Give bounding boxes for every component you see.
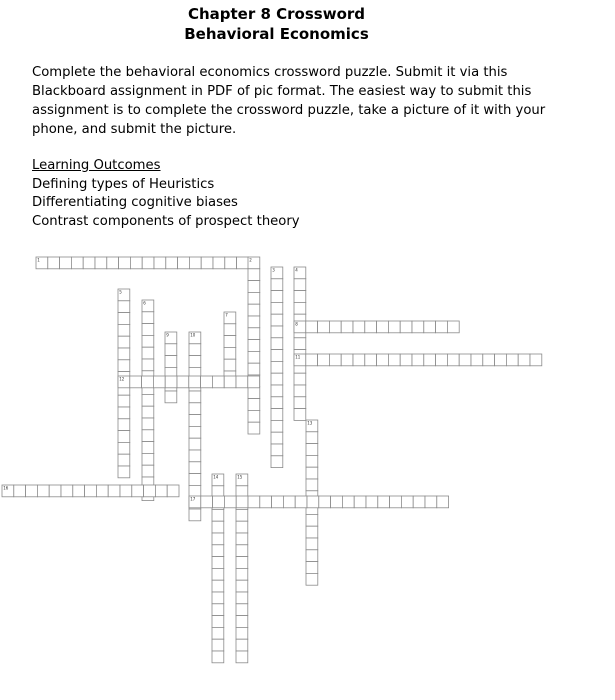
- clue-number: 4: [295, 267, 298, 273]
- crossword-cell[interactable]: [506, 354, 518, 366]
- clue-number: 9: [166, 332, 169, 338]
- crossword-cell[interactable]: [436, 354, 448, 366]
- crossword-cell[interactable]: [354, 496, 366, 508]
- crossword-cell[interactable]: [248, 269, 260, 281]
- crossword-cell[interactable]: [236, 604, 248, 616]
- crossword-cell[interactable]: [224, 336, 236, 348]
- crossword-cell[interactable]: [212, 568, 224, 580]
- crossword-cell[interactable]: [189, 257, 201, 269]
- crossword-cell[interactable]: [130, 376, 142, 388]
- crossword-cell[interactable]: [189, 344, 201, 356]
- crossword-cell[interactable]: [212, 616, 224, 628]
- crossword-cell[interactable]: [471, 354, 483, 366]
- crossword-cell[interactable]: [154, 257, 166, 269]
- crossword-cell[interactable]: [236, 639, 248, 651]
- crossword-cell[interactable]: [189, 391, 201, 403]
- crossword-cell[interactable]: [189, 462, 201, 474]
- crossword-cell[interactable]: [271, 444, 283, 456]
- crossword-cell[interactable]: [142, 406, 154, 418]
- crossword-cell[interactable]: [271, 420, 283, 432]
- crossword-cell[interactable]: [73, 485, 85, 497]
- crossword-cell[interactable]: [49, 485, 61, 497]
- crossword-cell[interactable]: [306, 550, 318, 562]
- crossword-cell[interactable]: [248, 304, 260, 316]
- crossword-cell[interactable]: [318, 321, 330, 333]
- clue-number: 2: [249, 257, 252, 263]
- crossword-cell[interactable]: [130, 257, 142, 269]
- crossword-cell[interactable]: [236, 376, 248, 388]
- crossword-cell[interactable]: [212, 521, 224, 533]
- crossword-cell[interactable]: [14, 485, 26, 497]
- clue-number: 3: [272, 267, 275, 273]
- crossword-cell[interactable]: [236, 557, 248, 569]
- crossword-cell[interactable]: [85, 485, 97, 497]
- crossword-cell[interactable]: [224, 376, 236, 388]
- crossword-cell[interactable]: [189, 403, 201, 415]
- crossword-cell[interactable]: [341, 354, 353, 366]
- clue-number: 15: [237, 474, 243, 480]
- clue-number: 13: [307, 420, 313, 426]
- crossword-cell[interactable]: [155, 485, 167, 497]
- crossword-cell[interactable]: [142, 335, 154, 347]
- crossword-cell[interactable]: [271, 350, 283, 362]
- crossword-cell[interactable]: [224, 496, 236, 508]
- crossword-cell[interactable]: [306, 514, 318, 526]
- crossword-cell[interactable]: [365, 354, 377, 366]
- crossword-cell[interactable]: [248, 387, 260, 399]
- crossword-cell[interactable]: [248, 376, 260, 388]
- crossword-cell[interactable]: [353, 354, 365, 366]
- crossword-cell[interactable]: [271, 302, 283, 314]
- crossword-cell[interactable]: [142, 359, 154, 371]
- crossword-cell[interactable]: [142, 312, 154, 324]
- crossword-cell[interactable]: [212, 533, 224, 545]
- crossword-cell[interactable]: [142, 394, 154, 406]
- clue-number: 12: [119, 376, 125, 382]
- crossword-cell[interactable]: [248, 316, 260, 328]
- crossword-cell[interactable]: [390, 496, 402, 508]
- crossword-cell[interactable]: [518, 354, 530, 366]
- crossword-cell[interactable]: [107, 257, 119, 269]
- crossword-cell[interactable]: [118, 407, 130, 419]
- clue-number: 7: [225, 312, 228, 318]
- crossword-cell[interactable]: [530, 354, 542, 366]
- crossword-cell[interactable]: [224, 347, 236, 359]
- crossword-cell[interactable]: [142, 442, 154, 454]
- crossword-cell[interactable]: [366, 496, 378, 508]
- crossword-cell[interactable]: [236, 545, 248, 557]
- crossword-cell[interactable]: [118, 348, 130, 360]
- crossword-cell[interactable]: [212, 627, 224, 639]
- crossword-cell[interactable]: [306, 562, 318, 574]
- crossword-cell[interactable]: [165, 391, 177, 403]
- crossword-cell[interactable]: [120, 485, 132, 497]
- crossword-cell[interactable]: [189, 426, 201, 438]
- crossword-cell[interactable]: [331, 496, 343, 508]
- crossword-cell[interactable]: [118, 301, 130, 313]
- crossword-cell[interactable]: [306, 455, 318, 467]
- crossword-cell[interactable]: [260, 496, 272, 508]
- crossword-cell[interactable]: [119, 257, 131, 269]
- page-subtitle: Behavioral Economics: [184, 25, 369, 43]
- crossword-cell[interactable]: [108, 485, 120, 497]
- crossword-cell[interactable]: [83, 257, 95, 269]
- crossword-cell[interactable]: [236, 496, 248, 508]
- crossword-cell[interactable]: [236, 521, 248, 533]
- clue-number: 8: [295, 321, 298, 327]
- crossword-cell[interactable]: [212, 639, 224, 651]
- crossword-cell[interactable]: [377, 354, 389, 366]
- crossword-cell[interactable]: [177, 376, 189, 388]
- crossword-cell[interactable]: [329, 321, 341, 333]
- crossword-cell[interactable]: [166, 257, 178, 269]
- crossword-cell[interactable]: [271, 373, 283, 385]
- crossword-cell[interactable]: [60, 257, 72, 269]
- crossword-cell[interactable]: [306, 467, 318, 479]
- crossword-cell[interactable]: [142, 418, 154, 430]
- crossword-cell[interactable]: [201, 496, 213, 508]
- clue-number: 11: [295, 354, 301, 360]
- crossword-cell[interactable]: [272, 496, 284, 508]
- crossword-cell[interactable]: [212, 580, 224, 592]
- crossword-cell[interactable]: [212, 592, 224, 604]
- crossword-cell[interactable]: [189, 474, 201, 486]
- crossword-cell[interactable]: [212, 604, 224, 616]
- crossword-cell[interactable]: [483, 354, 495, 366]
- crossword-cell[interactable]: [413, 496, 425, 508]
- crossword-cell[interactable]: [248, 496, 260, 508]
- crossword-cell[interactable]: [447, 354, 459, 366]
- crossword-cell[interactable]: [201, 257, 213, 269]
- crossword-cell[interactable]: [236, 568, 248, 580]
- crossword-cell[interactable]: [342, 496, 354, 508]
- crossword-cell[interactable]: [365, 321, 377, 333]
- crossword-cell[interactable]: [167, 485, 179, 497]
- crossword-cell[interactable]: [459, 354, 471, 366]
- crossword-cell[interactable]: [201, 376, 213, 388]
- learning-outcomes-heading: Learning Outcomes: [32, 158, 161, 173]
- crossword-cell[interactable]: [142, 430, 154, 442]
- crossword-cell[interactable]: [318, 354, 330, 366]
- crossword-cell[interactable]: [412, 321, 424, 333]
- crossword-cell[interactable]: [248, 328, 260, 340]
- crossword-cell[interactable]: [388, 321, 400, 333]
- crossword-cell[interactable]: [306, 354, 318, 366]
- crossword-cell[interactable]: [165, 376, 177, 388]
- crossword-cell[interactable]: [294, 338, 306, 350]
- crossword-cell[interactable]: [225, 257, 237, 269]
- crossword-cell[interactable]: [144, 485, 156, 497]
- crossword-cell[interactable]: [495, 354, 507, 366]
- crossword-cell[interactable]: [212, 651, 224, 663]
- crossword-cell[interactable]: [437, 496, 449, 508]
- crossword-cell[interactable]: [295, 496, 307, 508]
- crossword-cell[interactable]: [248, 340, 260, 352]
- crossword-cell[interactable]: [353, 321, 365, 333]
- crossword-cell[interactable]: [142, 376, 154, 388]
- crossword-cell[interactable]: [294, 385, 306, 397]
- crossword-cell[interactable]: [400, 354, 412, 366]
- crossword-cell[interactable]: [294, 397, 306, 409]
- crossword-cell[interactable]: [26, 485, 38, 497]
- crossword-cell[interactable]: [236, 616, 248, 628]
- crossword-cell[interactable]: [189, 509, 201, 521]
- crossword-cell[interactable]: [329, 354, 341, 366]
- crossword-cell[interactable]: [189, 485, 201, 497]
- crossword-cell[interactable]: [294, 279, 306, 291]
- crossword-cell[interactable]: [401, 496, 413, 508]
- learning-outcome-item: Defining types of Heuristics: [32, 177, 215, 192]
- crossword-cell[interactable]: [306, 444, 318, 456]
- crossword-cell[interactable]: [271, 326, 283, 338]
- crossword-cell[interactable]: [118, 313, 130, 325]
- crossword-cell[interactable]: [189, 450, 201, 462]
- crossword-cell[interactable]: [118, 360, 130, 372]
- crossword-cell[interactable]: [224, 324, 236, 336]
- learning-outcome-item: Contrast components of prospect theory: [32, 214, 300, 229]
- crossword-cell[interactable]: [96, 485, 108, 497]
- crossword-cell[interactable]: [95, 257, 107, 269]
- crossword-cell[interactable]: [236, 509, 248, 521]
- crossword-cell[interactable]: [248, 422, 260, 434]
- crossword-cell[interactable]: [307, 496, 319, 508]
- crossword-cell[interactable]: [306, 321, 318, 333]
- crossword-cell[interactable]: [37, 485, 49, 497]
- crossword-cell[interactable]: [294, 291, 306, 303]
- crossword-cell[interactable]: [165, 356, 177, 368]
- clue-number: 6: [143, 300, 146, 306]
- crossword-cell[interactable]: [132, 485, 144, 497]
- crossword-cell[interactable]: [212, 376, 224, 388]
- crossword-cell[interactable]: [213, 496, 225, 508]
- crossword-cell[interactable]: [212, 545, 224, 557]
- crossword-cell[interactable]: [213, 257, 225, 269]
- crossword-cell[interactable]: [424, 354, 436, 366]
- crossword-cell[interactable]: [224, 359, 236, 371]
- crossword-cell[interactable]: [236, 651, 248, 663]
- crossword-cell[interactable]: [153, 376, 165, 388]
- crossword-cell[interactable]: [236, 592, 248, 604]
- crossword-cell[interactable]: [436, 321, 448, 333]
- crossword-cell[interactable]: [118, 431, 130, 443]
- crossword-cell[interactable]: [118, 336, 130, 348]
- crossword-cell[interactable]: [306, 573, 318, 585]
- crossword-cell[interactable]: [378, 496, 390, 508]
- crossword-cell[interactable]: [294, 373, 306, 385]
- crossword-cell[interactable]: [248, 410, 260, 422]
- crossword-cell[interactable]: [271, 385, 283, 397]
- crossword-cell[interactable]: [236, 533, 248, 545]
- crossword-cell[interactable]: [319, 496, 331, 508]
- crossword-cell[interactable]: [271, 291, 283, 303]
- crossword-cell[interactable]: [306, 432, 318, 444]
- crossword-cell[interactable]: [271, 361, 283, 373]
- clue-number: 14: [213, 474, 219, 480]
- crossword-cell[interactable]: [283, 496, 295, 508]
- crossword-cell[interactable]: [189, 376, 201, 388]
- crossword-cell[interactable]: [248, 399, 260, 411]
- crossword-cell[interactable]: [61, 485, 73, 497]
- crossword-cell[interactable]: [142, 324, 154, 336]
- crossword-cell[interactable]: [248, 281, 260, 293]
- crossword-cell[interactable]: [248, 363, 260, 375]
- clue-number: 10: [190, 332, 196, 338]
- clue-number: 1: [37, 257, 40, 263]
- crossword-cell[interactable]: [306, 526, 318, 538]
- crossword-cell[interactable]: [189, 356, 201, 368]
- crossword-cell[interactable]: [271, 456, 283, 468]
- crossword-cell[interactable]: [189, 415, 201, 427]
- crossword-cell[interactable]: [400, 321, 412, 333]
- page-title: Chapter 8 Crossword: [187, 5, 366, 23]
- crossword-cell[interactable]: [236, 580, 248, 592]
- crossword-cell[interactable]: [142, 257, 154, 269]
- crossword-cell[interactable]: [294, 302, 306, 314]
- learning-outcome-item: Differentiating cognitive biases: [32, 195, 238, 210]
- crossword-cell[interactable]: [142, 347, 154, 359]
- crossword-cell[interactable]: [412, 354, 424, 366]
- crossword-cell[interactable]: [271, 279, 283, 291]
- crossword-cell[interactable]: [189, 438, 201, 450]
- crossword-cell[interactable]: [118, 442, 130, 454]
- crossword-cell[interactable]: [237, 257, 249, 269]
- crossword-cell[interactable]: [118, 395, 130, 407]
- crossword-cell[interactable]: [271, 432, 283, 444]
- crossword-cell[interactable]: [341, 321, 353, 333]
- crossword-cell[interactable]: [306, 538, 318, 550]
- crossword-cell[interactable]: [424, 321, 436, 333]
- crossword-cell[interactable]: [248, 351, 260, 363]
- clue-number: 17: [190, 496, 196, 502]
- crossword-cell[interactable]: [118, 466, 130, 478]
- crossword-cell[interactable]: [48, 257, 60, 269]
- crossword-cell[interactable]: [118, 454, 130, 466]
- clue-number: 5: [119, 289, 122, 295]
- crossword-cell[interactable]: [294, 409, 306, 421]
- crossword-cell[interactable]: [118, 324, 130, 336]
- clue-number: 16: [3, 485, 9, 491]
- crossword-cell[interactable]: [142, 465, 154, 477]
- crossword-cell[interactable]: [118, 419, 130, 431]
- crossword-cell[interactable]: [425, 496, 437, 508]
- crossword-cell[interactable]: [271, 397, 283, 409]
- crossword-cell[interactable]: [271, 314, 283, 326]
- crossword-cell[interactable]: [271, 409, 283, 421]
- crossword-cell[interactable]: [388, 354, 400, 366]
- crossword-cell[interactable]: [212, 557, 224, 569]
- crossword-cell[interactable]: [248, 292, 260, 304]
- crossword-cell[interactable]: [212, 509, 224, 521]
- instructions-paragraph: Complete the behavioral economics crossword puzzle. Submit it via this Blackboard assignment in PDF of pic format. The easiest way to submit this assignment is to complete the crossword puzzle, take a picture of it with your phone, and submit the picture.: [32, 65, 546, 137]
- crossword-cell[interactable]: [165, 344, 177, 356]
- crossword-cell[interactable]: [306, 479, 318, 491]
- crossword-cell[interactable]: [71, 257, 83, 269]
- crossword-cell[interactable]: [178, 257, 190, 269]
- crossword-cell[interactable]: [377, 321, 389, 333]
- crossword-cell[interactable]: [271, 338, 283, 350]
- crossword-cell[interactable]: [447, 321, 459, 333]
- crossword-cell[interactable]: [236, 627, 248, 639]
- crossword-cell[interactable]: [142, 453, 154, 465]
